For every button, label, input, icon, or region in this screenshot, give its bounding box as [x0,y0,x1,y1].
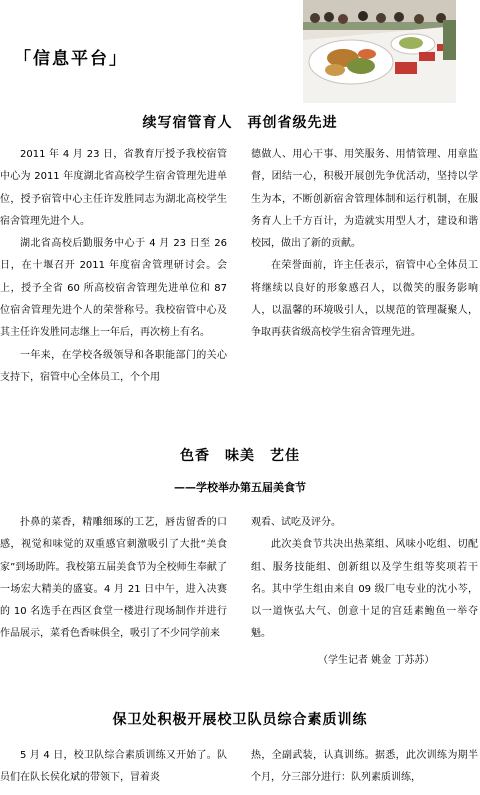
article1-paragraph: 在荣誉面前，许主任表示，宿管中心全体员工将继续以良好的形象感召人，以微笑的服务影响人，以温馨的环境吸引人，以规范的管理凝聚人，争取再获省级高校学生宿舍管理先进。 [251,260,478,339]
article3-right-column [251,745,478,790]
article1-paragraph: 一年来，在学校各级领导和各职能部门的关心支持下，宿管中心全体员工，个个用 [0,349,227,383]
article2-left-column [0,512,227,646]
section-tag: 「信息平台」 [14,49,128,69]
article2-paragraph: 此次美食节共决出热菜组、风味小吃组、切配组、服务技能组、创新组以及学生组等奖项若干名。其中学生组由来自 09 级厂电专业的沈小芩，以一道恢弘大气、创意十足的宫廷素鲍鱼一举夺魁。 [251,539,478,640]
article1-left-column [0,144,227,389]
article1-paragraph: 2011 年 4 月 23 日，省教育厅授予我校宿管中心为 2011 年度湖北省高校学生宿舍管理先进单位，授予宿管中心主任许发胜同志为湖北高校学生宿舍管理先进个人。 [0,149,227,227]
article1-right-column [251,144,478,345]
article2-byline: （学生记者 姚金 丁苏苏） [318,655,435,666]
article3-paragraph: 5 月 4 日，校卫队综合素质训练又开始了。队员们在队长侯化斌的带领下，冒着炎 [0,750,227,784]
article1-title: 续写宿管育人 再创省级先进 [142,115,338,131]
food-exhibition-photo [303,0,456,103]
article2-paragraph: 扑鼻的菜香，精雕细琢的工艺，唇齿留香的口感，视觉和味觉的双重感官刺激吸引了大批“美食家”到场助阵。我校第五届美食节为全校师生奉献了一场宏大精美的盛宴。4 月 21 日中午，进入决赛的 10 名选手在西区食堂一楼进行现场制作并进行作品展示，菜肴色香味俱全，吸引了不少同学前来 [0,517,227,640]
article2-title: 色香 味美 艺佳 [180,448,300,464]
food-exhibition-photo-icon [303,0,456,103]
article3-left-column [0,745,227,790]
article3-title: 保卫处积极开展校卫队员综合素质训练 [112,712,368,728]
article2-paragraph: 观看、试吃及评分。 [251,517,341,528]
article3-paragraph: 热，全副武装，认真训练。据悉，此次训练为期半个月，分三部分进行：队列素质训练， [251,750,478,784]
article1-paragraph: 湖北省高校后勤服务中心于 4 月 23 日至 26 日，在十堰召开 2011 年度宿舍管理研讨会。会上，授予全省 60 所高校宿舍管理先进单位和 87 位宿舍管理先进个人的荣誉称号。我校宿管中心及其主任许发胜同志继上一年后，再次榜上有名。 [0,238,227,339]
article1-paragraph: 德做人、用心干事、用笑服务、用情管理、用章监督，团结一心，积极开展创先争优活动，坚持以学生为本，不断创新宿舍管理体制和运行机制，在服务育人上千方百计，为造就实用型人才，建设和谐校园，做出了新的贡献。 [251,149,478,250]
article2-right-column [251,512,478,646]
article2-subtitle: ——学校举办第五届美食节 [174,481,306,494]
